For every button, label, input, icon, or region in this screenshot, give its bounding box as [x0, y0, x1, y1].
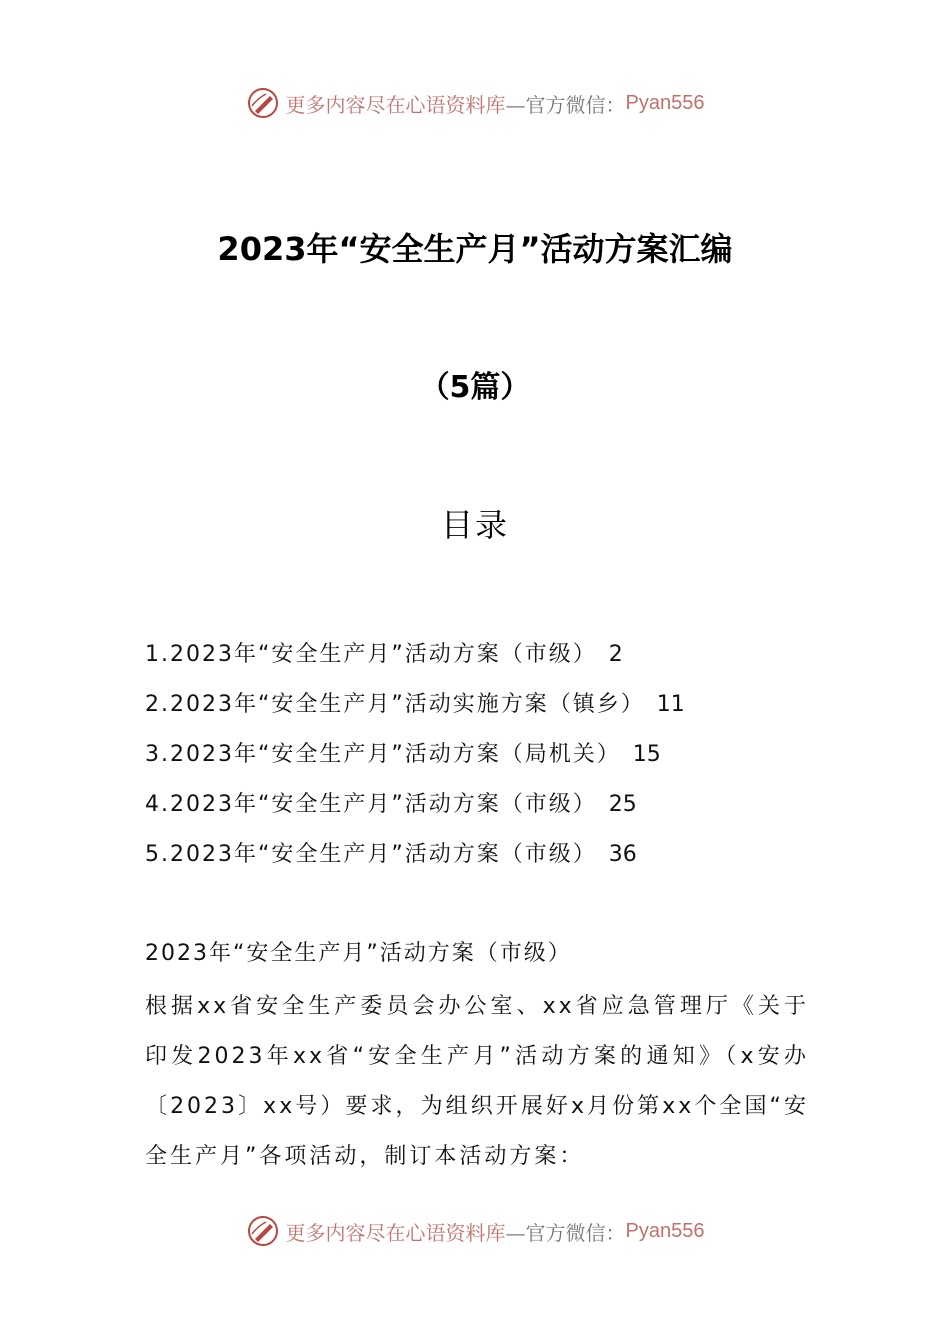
toc-entry-page: 15 — [632, 742, 661, 767]
watermark-banner-top — [0, 78, 950, 128]
watermark-text: 更多内容尽在心语资料库 — [285, 92, 506, 117]
toc-entry[interactable] — [145, 633, 825, 683]
pen-logo-icon — [246, 1214, 280, 1248]
toc-entry-label: 4.2023年“安全生产月”活动方案（市级） — [145, 792, 597, 817]
toc-heading: 目录 — [440, 506, 509, 544]
table-of-contents — [145, 633, 825, 883]
toc-entry-label: 3.2023年“安全生产月”活动方案（局机关） — [145, 742, 621, 767]
toc-entry[interactable] — [145, 733, 825, 783]
watermark-banner-bottom — [0, 1206, 950, 1256]
toc-entry-page: 25 — [608, 792, 637, 817]
watermark-text: 更多内容尽在心语资料库 — [285, 1220, 506, 1245]
toc-entry-label: 5.2023年“安全生产月”活动方案（市级） — [145, 842, 597, 867]
toc-entry-label: 2.2023年“安全生产月”活动实施方案（镇乡） — [145, 692, 645, 717]
document-subtitle: （5篇） — [419, 370, 531, 405]
toc-entry[interactable] — [145, 683, 825, 733]
toc-entry-label: 1.2023年“安全生产月”活动方案（市级） — [145, 642, 597, 667]
watermark-separator: —官方微信： — [505, 92, 626, 117]
section-title: 2023年“安全生产月”活动方案（市级） — [145, 941, 572, 966]
body-paragraph: 根据xx省安全生产委员会办公室、xx省应急管理厅《关于印发2023年xx省“安全生产月”活动方案的通知》（x安办〔2023〕xx号）要求，为组织开展好x月份第xx个全国“安全生产月”各项活动，制订本活动方案： — [145, 994, 809, 1169]
watermark-id: Pyan556 — [625, 1219, 705, 1242]
toc-entry[interactable] — [145, 833, 825, 883]
pen-logo-icon — [246, 86, 280, 120]
toc-entry[interactable] — [145, 783, 825, 833]
toc-entry-page: 11 — [656, 692, 685, 717]
toc-entry-page: 2 — [608, 642, 623, 667]
watermark-id: Pyan556 — [625, 91, 705, 114]
toc-entry-page: 36 — [608, 842, 637, 867]
watermark-separator: —官方微信： — [505, 1220, 626, 1245]
document-title: 2023年“安全生产月”活动方案汇编 — [217, 230, 733, 268]
